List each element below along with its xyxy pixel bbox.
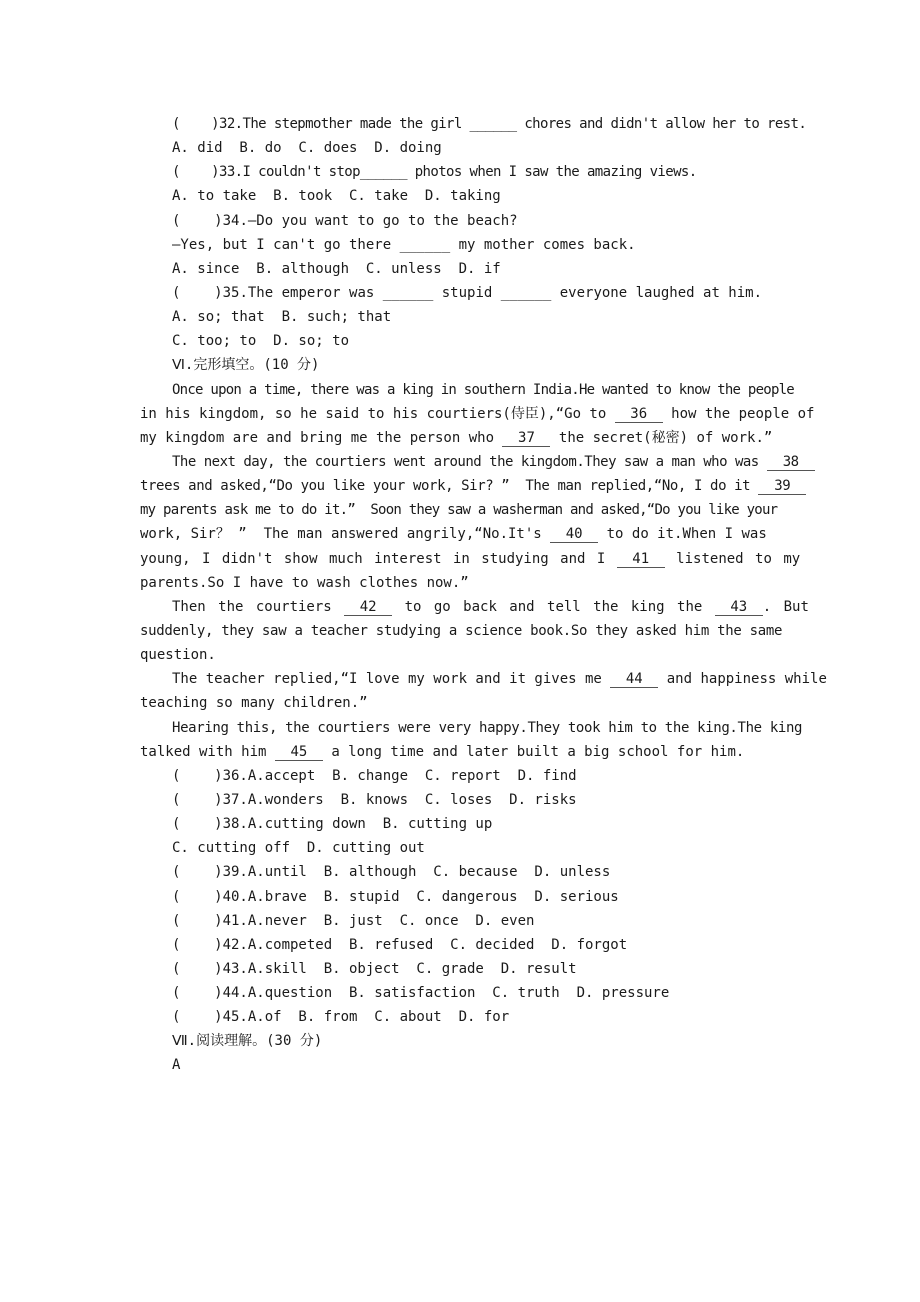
passage-line: suddenly, they saw a teacher studying a science book.So they asked him the same	[140, 622, 783, 639]
q34-reply: —Yes, but I can't go there ______ my mother comes back.	[172, 236, 636, 253]
cloze-question-40: ( )40.A.brave B. stupid C. dangerous D. serious	[172, 888, 619, 905]
exam-page	[140, 112, 840, 1078]
q34-options: A. since B. although C. unless D. if	[172, 260, 501, 277]
q35-options-2: C. too; to D. so; to	[172, 333, 350, 350]
passage-line: teaching so many children.”	[140, 695, 368, 712]
q-stem: The stepmother made the girl ______ chores and didn't allow her to rest.	[242, 116, 807, 132]
cloze-question-39: ( )39.A.until B. although C. because D. unless	[172, 864, 611, 881]
q-number: 32	[218, 116, 235, 132]
passage-line: The next day, the courtiers went around the kingdom.They saw a man who was 38	[140, 450, 840, 474]
blank-37: 37	[502, 430, 550, 447]
passage-line: parents.So I have to wash clothes now.”	[140, 574, 469, 591]
section-heading-cloze: Ⅵ.完形填空。(10 分)	[172, 357, 320, 374]
passage-line: question.	[140, 647, 216, 664]
cloze-question-43: ( )43.A.skill B. object C. grade D. result	[172, 960, 577, 977]
q-stem: —Do you want to go to the beach?	[247, 212, 518, 229]
question-34: ( )34.—Do you want to go to the beach?	[172, 212, 518, 229]
cloze-question-45: ( )45.A.of B. from C. about D. for	[172, 1009, 510, 1026]
q-number: 35	[222, 284, 240, 301]
q33-options: A. to take B. took C. take D. taking	[172, 188, 501, 205]
cloze-question-41: ( )41.A.never B. just C. once D. even	[172, 912, 535, 929]
cloze-question-38-cont: C. cutting off D. cutting out	[172, 840, 425, 857]
answer-paren: ( )	[172, 164, 219, 181]
blank-43: 43	[715, 599, 763, 616]
blank-41: 41	[617, 551, 665, 568]
answer-paren: ( )	[172, 116, 219, 132]
passage-line: talked with him 45 a long time and later built a big school for him.	[140, 743, 745, 760]
cloze-question-38: ( )38.A.cutting down B. cutting up	[172, 816, 493, 833]
passage-line: in his kingdom, so he said to his courtiers(侍臣),“Go to 36 how the people of	[140, 405, 815, 422]
q-number: 33	[218, 164, 235, 181]
q35-options-1: A. so; that B. such; that	[172, 309, 392, 326]
blank-36: 36	[615, 406, 663, 423]
passage-line: trees and asked,“Do you like your work, Sir? ” The man replied,“No, I do it 39	[140, 474, 840, 498]
answer-paren: ( )	[172, 284, 223, 301]
passage-line: Once upon a time, there was a king in southern India.He wanted to know the people	[172, 381, 794, 398]
passage-line: young, I didn't show much interest in studying and I 41 listened to my	[140, 550, 801, 567]
passage-line: Hearing this, the courtiers were very happy.They took him to the king.The king	[172, 719, 803, 736]
passage-line: my parents ask me to do it.” Soon they saw a washerman and asked,“Do you like your	[140, 502, 778, 519]
passage-line: Then the courtiers 42 to go back and tell the king the 43 . But	[172, 598, 809, 615]
question-32: ( )32.The stepmother made the girl ______ chores and didn't allow her to rest.	[172, 116, 807, 132]
passage-line: The teacher replied,“I love my work and it gives me 44 and happiness while	[172, 671, 827, 688]
answer-paren: ( )	[172, 212, 223, 229]
q-number: 34	[222, 212, 240, 229]
reading-passage-label: A	[172, 1057, 181, 1074]
question-33: ( )33.I couldn't stop______ photos when I saw the amazing views.	[172, 164, 697, 181]
section-heading-reading: Ⅶ.阅读理解。(30 分)	[172, 1033, 323, 1050]
blank-45: 45	[275, 744, 323, 761]
question-35: ( )35.The emperor was ______ stupid ______ everyone laughed at him.	[172, 284, 763, 301]
blank-40: 40	[550, 526, 598, 543]
passage-line: my kingdom are and bring me the person who 37 the secret(秘密) of work.”	[140, 429, 773, 446]
blank-38: 38	[767, 454, 815, 471]
blank-44: 44	[610, 671, 658, 688]
cloze-question-37: ( )37.A.wonders B. knows C. loses D. risks	[172, 791, 577, 808]
cloze-question-36: ( )36.A.accept B. change C. report D. find	[172, 767, 577, 784]
cloze-question-44: ( )44.A.question B. satisfaction C. truth D. pressure	[172, 985, 670, 1002]
cloze-question-42: ( )42.A.competed B. refused C. decided D. forgot	[172, 936, 628, 953]
blank-39: 39	[758, 478, 806, 495]
blank-42: 42	[344, 599, 392, 616]
q32-options: A. did B. do C. does D. doing	[172, 140, 442, 157]
q-stem: The emperor was ______ stupid ______ everyone laughed at him.	[247, 284, 763, 301]
passage-line: work, Sir？ ” The man answered angrily,“No.It's 40 to do it.When I was	[140, 526, 767, 543]
q-stem: I couldn't stop______ photos when I saw the amazing views.	[242, 164, 697, 181]
